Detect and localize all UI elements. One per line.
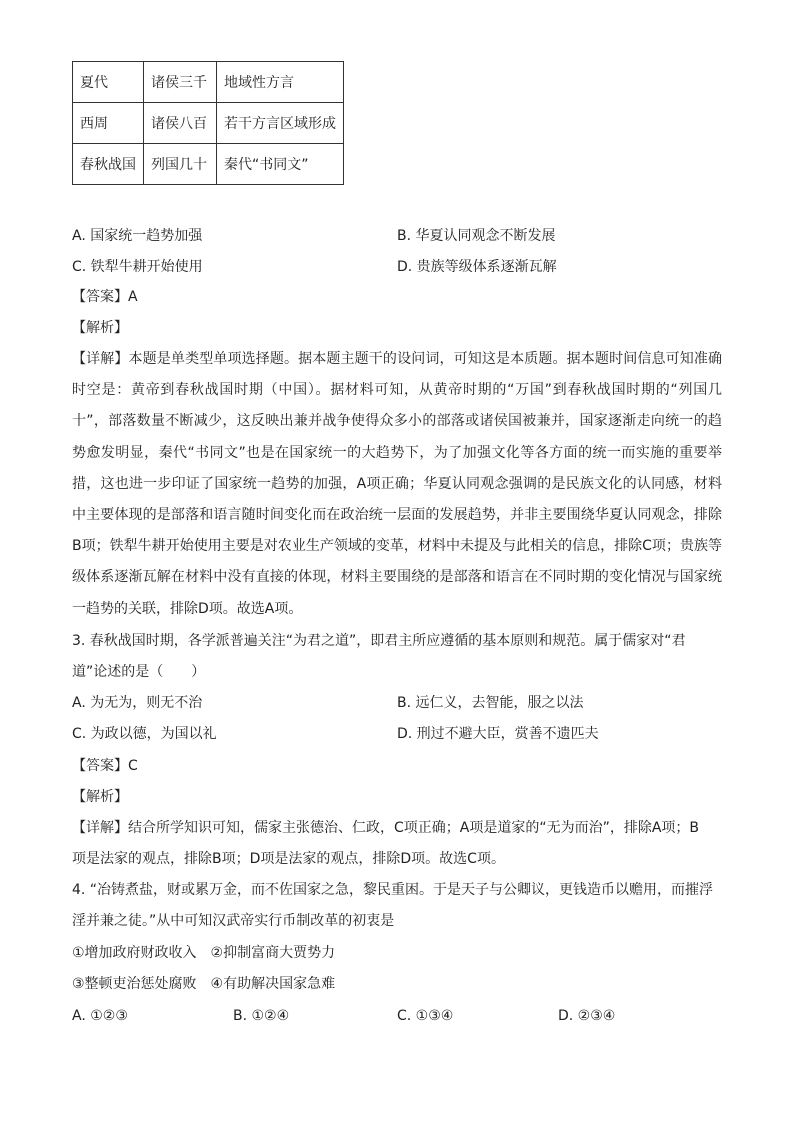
q4-items-line-1: ①增加政府财政收入 ②抑制富商大贾势力 xyxy=(72,945,336,961)
table-cell: 诸侯八百 xyxy=(144,103,217,144)
q3-option-c: C. 为政以德，为国以礼 xyxy=(72,726,217,742)
q2-detail-paragraph: 【详解】本题是单类型单项选择题。据本题主题干的设问词，可知这是本质题。据本题时间信息可知准确时空是：黄帝到春秋战国时期（中国）。据材料可知，从黄帝时期的“万国”到春秋战国时期的“列国几十”，部落数量不断减少，这反映出兼并战争使得众多小的部落或诸侯国被兼并，国家逐渐走向统一的趋势愈发明显，秦代“书同文”也是在国家统一的大趋势下，为了加强文化等各方面的统一而实施的重要举措，这也进一步印证了国家统一趋势的加强，A项正确；华夏认同观念强调的是民族文化的认同感，材料中主要体现的是部落和语言随时间变化而在政治统一层面的发展趋势，并非主要围绕华夏认同观念，排除B项；铁犁牛耕开始使用主要是对农业生产领域的变革，材料中未提及与此相关的信息，排除C项；贵族等级体系逐渐瓦解在材料中没有直接的体现，材料主要围绕的是部落和语言在不同时期的变化情况与国家统一趋势的关联，排除D项。故选A项。 xyxy=(72,351,722,617)
q4-option-d: D. ②③④ xyxy=(558,1008,616,1024)
table-row xyxy=(73,144,344,185)
q3-stem-line-2: 道”论述的是（ ） xyxy=(72,664,206,680)
q4-stem-line-2: 淫并兼之徒。”从中可知汉武帝实行币制改革的初衷是 xyxy=(72,913,395,929)
q4-stem-line-1: 4. “冶铸煮盐，财或累万金，而不佐国家之急，黎民重困。于是天子与公卿议，更钱造币以赡用，而摧浮 xyxy=(72,882,714,898)
q2-analysis-label: 【解析】 xyxy=(72,320,128,336)
q3-analysis-label: 【解析】 xyxy=(72,789,128,805)
table-cell: 秦代“书同文” xyxy=(217,144,344,185)
table-cell: 西周 xyxy=(73,103,144,144)
table-cell: 春秋战国 xyxy=(73,144,144,185)
history-table xyxy=(72,61,344,185)
q3-option-b: B. 远仁义，去智能，服之以法 xyxy=(397,695,584,711)
q3-option-d: D. 刑过不避大臣，赏善不遗匹夫 xyxy=(397,726,599,742)
q2-option-b: B. 华夏认同观念不断发展 xyxy=(397,228,556,244)
q2-option-c: C. 铁犁牛耕开始使用 xyxy=(72,259,203,275)
q4-items-line-2: ③整顿吏治惩处腐败 ④有助解决国家急难 xyxy=(72,976,336,992)
q3-answer: 【答案】C xyxy=(72,758,138,774)
table-cell: 若干方言区域形成 xyxy=(217,103,344,144)
q3-option-a: A. 为无为，则无不治 xyxy=(72,695,203,711)
table-cell: 夏代 xyxy=(73,62,144,103)
q2-answer: 【答案】A xyxy=(72,289,138,305)
q4-option-a: A. ①②③ xyxy=(72,1008,128,1024)
q3-detail-line-1: 【详解】结合所学知识可知，儒家主张德治、仁政，C项正确；A项是道家的“无为而治”，排除A项；B xyxy=(72,820,700,836)
q3-stem-line-1: 3. 春秋战国时期，各学派普遍关注“为君之道”，即君主所应遵循的基本原则和规范。属于儒家对“君 xyxy=(72,633,686,649)
table-row xyxy=(73,62,344,103)
q2-option-d: D. 贵族等级体系逐渐瓦解 xyxy=(397,259,557,275)
table-cell: 诸侯三千 xyxy=(144,62,217,103)
q4-option-c: C. ①③④ xyxy=(397,1008,454,1024)
q3-detail-line-2: 项是法家的观点，排除B项；D项是法家的观点，排除D项。故选C项。 xyxy=(72,851,505,867)
q2-option-a: A. 国家统一趋势加强 xyxy=(72,228,203,244)
table-cell: 列国几十 xyxy=(144,144,217,185)
table-row xyxy=(73,103,344,144)
q4-option-b: B. ①②④ xyxy=(233,1008,290,1024)
table-cell: 地域性方言 xyxy=(217,62,344,103)
